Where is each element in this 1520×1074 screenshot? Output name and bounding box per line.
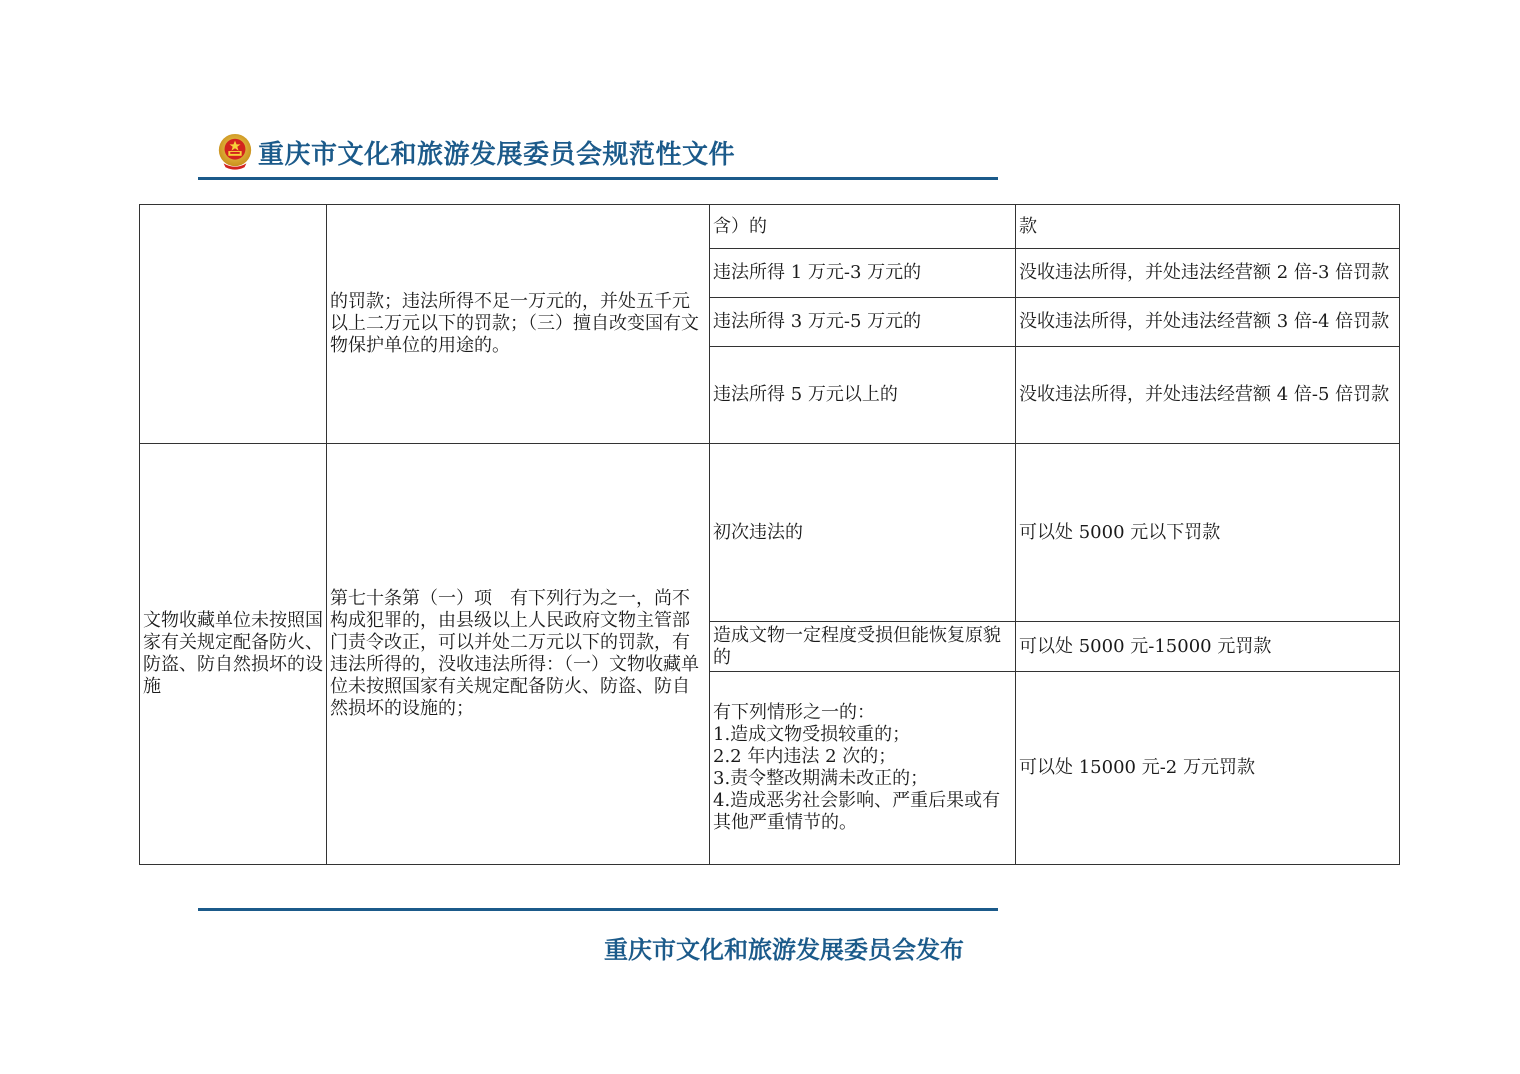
penalty-cell: 没收违法所得，并处违法经营额 3 倍-4 倍罚款 [1016, 298, 1400, 347]
header-divider [198, 177, 998, 180]
table-row [140, 205, 1400, 249]
legal-basis-cell: 的罚款；违法所得不足一万元的，并处五千元以上二万元以下的罚款；（三）擅自改变国有文物保护单位的用途的。 [327, 205, 710, 444]
penalty-cell: 可以处 15000 元-2 万元罚款 [1016, 672, 1400, 865]
condition-cell: 违法所得 1 万元-3 万元的 [710, 249, 1016, 298]
penalty-cell: 没收违法所得，并处违法经营额 2 倍-3 倍罚款 [1016, 249, 1400, 298]
condition-line: 4.造成恶劣社会影响、严重后果或有其他严重情节的。 [713, 790, 1001, 833]
legal-basis-cell: 第七十条第（一）项 有下列行为之一，尚不构成犯罪的，由县级以上人民政府文物主管部门责令改正，可以并处二万元以下的罚款，有违法所得的，没收违法所得：（一）文物收藏单位未按照国家有关规定配备防火、防盗、防自然损坏的设施的； [327, 444, 710, 865]
condition-cell [710, 672, 1016, 865]
condition-cell: 造成文物一定程度受损但能恢复原貌的 [710, 622, 1016, 672]
condition-line: 2.2 年内违法 2 次的； [713, 746, 897, 767]
penalty-cell: 没收违法所得，并处违法经营额 4 倍-5 倍罚款 [1016, 347, 1400, 444]
penalty-cell: 款 [1016, 205, 1400, 249]
condition-cell: 初次违法的 [710, 444, 1016, 622]
footer-divider [198, 908, 998, 911]
header-title: 重庆市文化和旅游发展委员会规范性文件 [258, 139, 736, 170]
document-header [216, 130, 735, 174]
penalty-cell: 可以处 5000 元以下罚款 [1016, 444, 1400, 622]
table-row [140, 444, 1400, 622]
national-emblem-icon [216, 132, 254, 172]
condition-cell: 违法所得 3 万元-5 万元的 [710, 298, 1016, 347]
violation-cell: 文物收藏单位未按照国家有关规定配备防火、防盗、防自然损坏的设施 [140, 444, 327, 865]
condition-line: 3.责令整改期满未改正的； [713, 768, 929, 789]
condition-cell: 违法所得 5 万元以上的 [710, 347, 1016, 444]
penalty-table [139, 204, 1400, 865]
violation-cell [140, 205, 327, 444]
condition-cell: 含）的 [710, 205, 1016, 249]
penalty-cell: 可以处 5000 元-15000 元罚款 [1016, 622, 1400, 672]
footer-title: 重庆市文化和旅游发展委员会发布 [604, 936, 964, 964]
condition-line: 有下列情形之一的： [713, 702, 875, 723]
condition-line: 1.造成文物受损较重的； [713, 724, 911, 745]
